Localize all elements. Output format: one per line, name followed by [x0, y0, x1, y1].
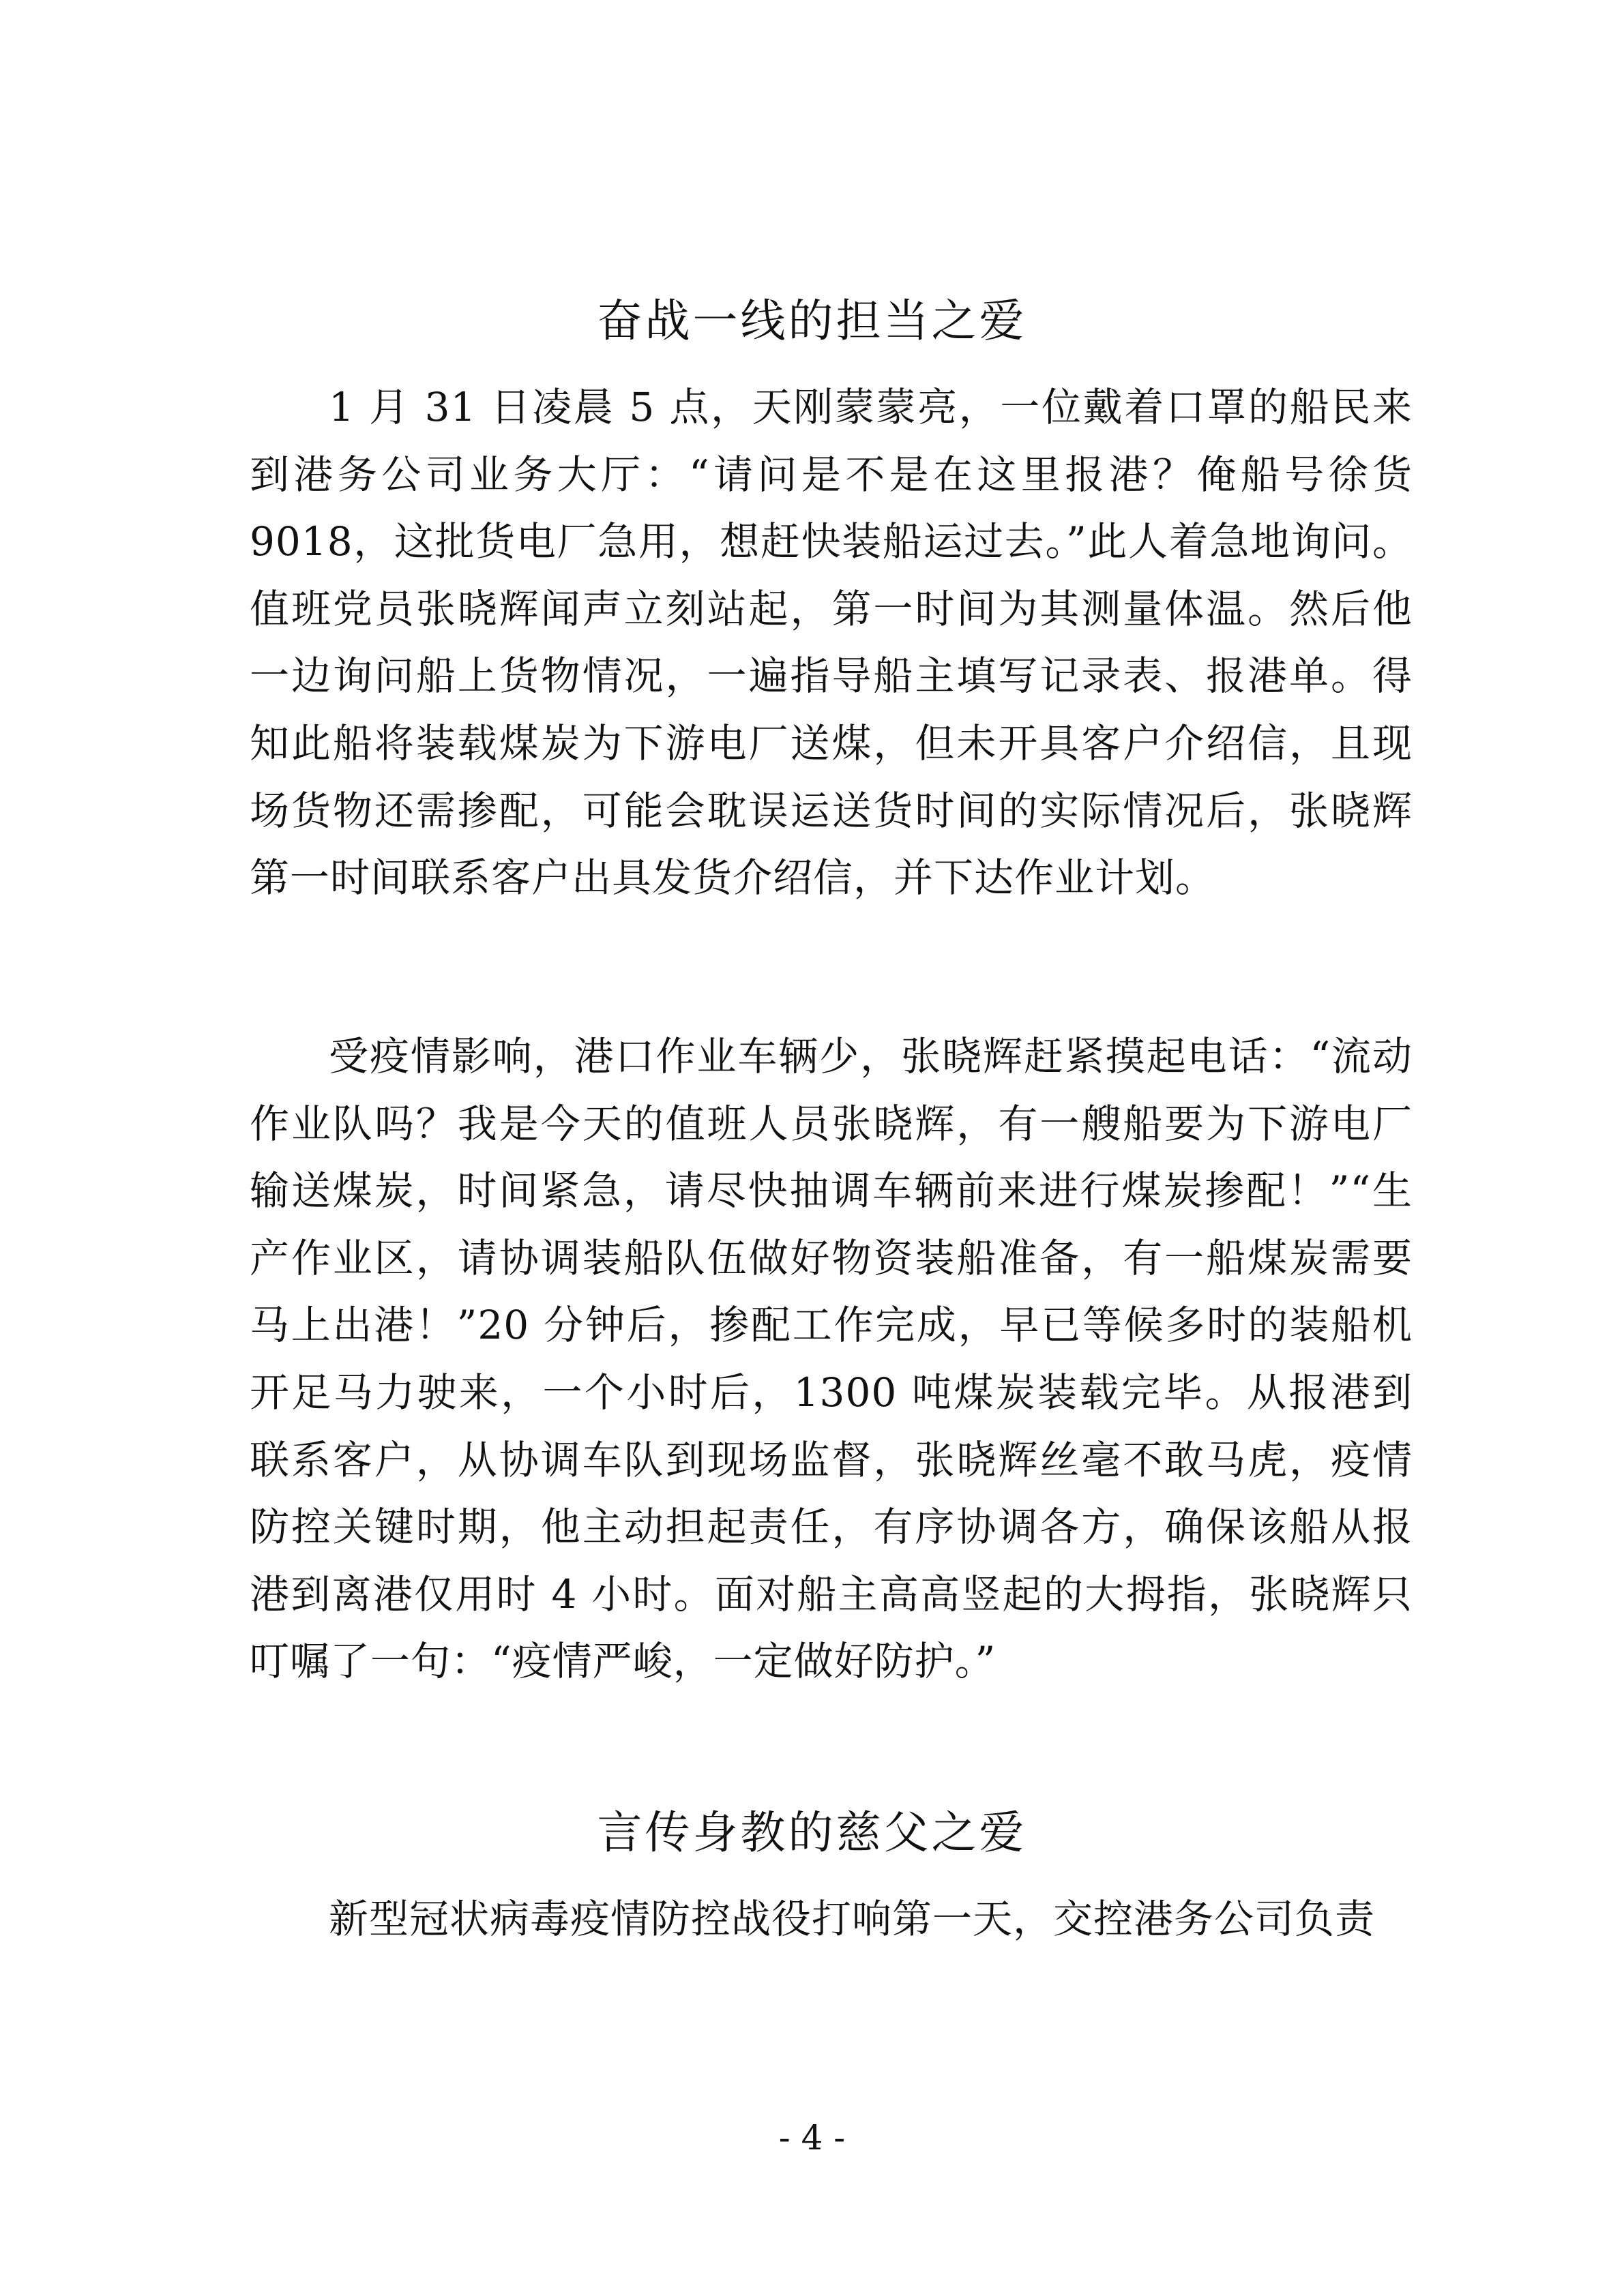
page-number: - 4 - — [778, 2118, 846, 2158]
body-paragraph: 受疫情影响，港口作业车辆少，张晓辉赶紧摸起电话：“流动作业队吗？我是今天的值班人员张晓辉，有一艘船要为下游电厂输送煤炭，时间紧急，请尽快抽调车辆前来进行煤炭掺配！”“生产作业区，请协调装船队伍做好物资装船准备，有一船煤炭需要马上出港！”20 分钟后，掺配工作完成，早已等候多时的装船机开足马力驶来，一个小时后，1300 吨煤炭装载完毕。从报港到联系客户，从协调车队到现场监督，张晓辉丝毫不敢马虎，疫情防控关键时期，他主动担起责任，有序协调各方，确保该船从报港到离港仅用时 4 小时。面对船主高高竖起的大拇指，张晓辉只叮嘱了一句：“疫情严峻，一定做好防护。” — [250, 1033, 1413, 1685]
body-paragraph: 新型冠状病毒疫情防控战役打响第一天，交控港务公司负责 — [329, 1896, 1376, 1942]
section-heading: 奋战一线的担当之爱 — [597, 295, 1027, 347]
body-paragraph: 1 月 31 日凌晨 5 点，天刚蒙蒙亮，一位戴着口罩的船民来到港务公司业务大厅：“请问是不是在这里报港？俺船号徐货 9018，这批货电厂急用，想赶快装船运过去。”此人着急地询问。值班党员张晓辉闻声立刻站起，第一时间为其测量体温。然后他一边询问船上货物情况，一遍指导船主填写记录表、报港单。得知此船将装载煤炭为下游电厂送煤，但未开具客户介绍信，且现场货物还需掺配，可能会耽误运送货时间的实际情况后，张晓辉第一时间联系客户出具发货介绍信，并下达作业计划。 — [250, 384, 1413, 901]
section-heading: 言传身教的慈父之爱 — [597, 1806, 1027, 1859]
